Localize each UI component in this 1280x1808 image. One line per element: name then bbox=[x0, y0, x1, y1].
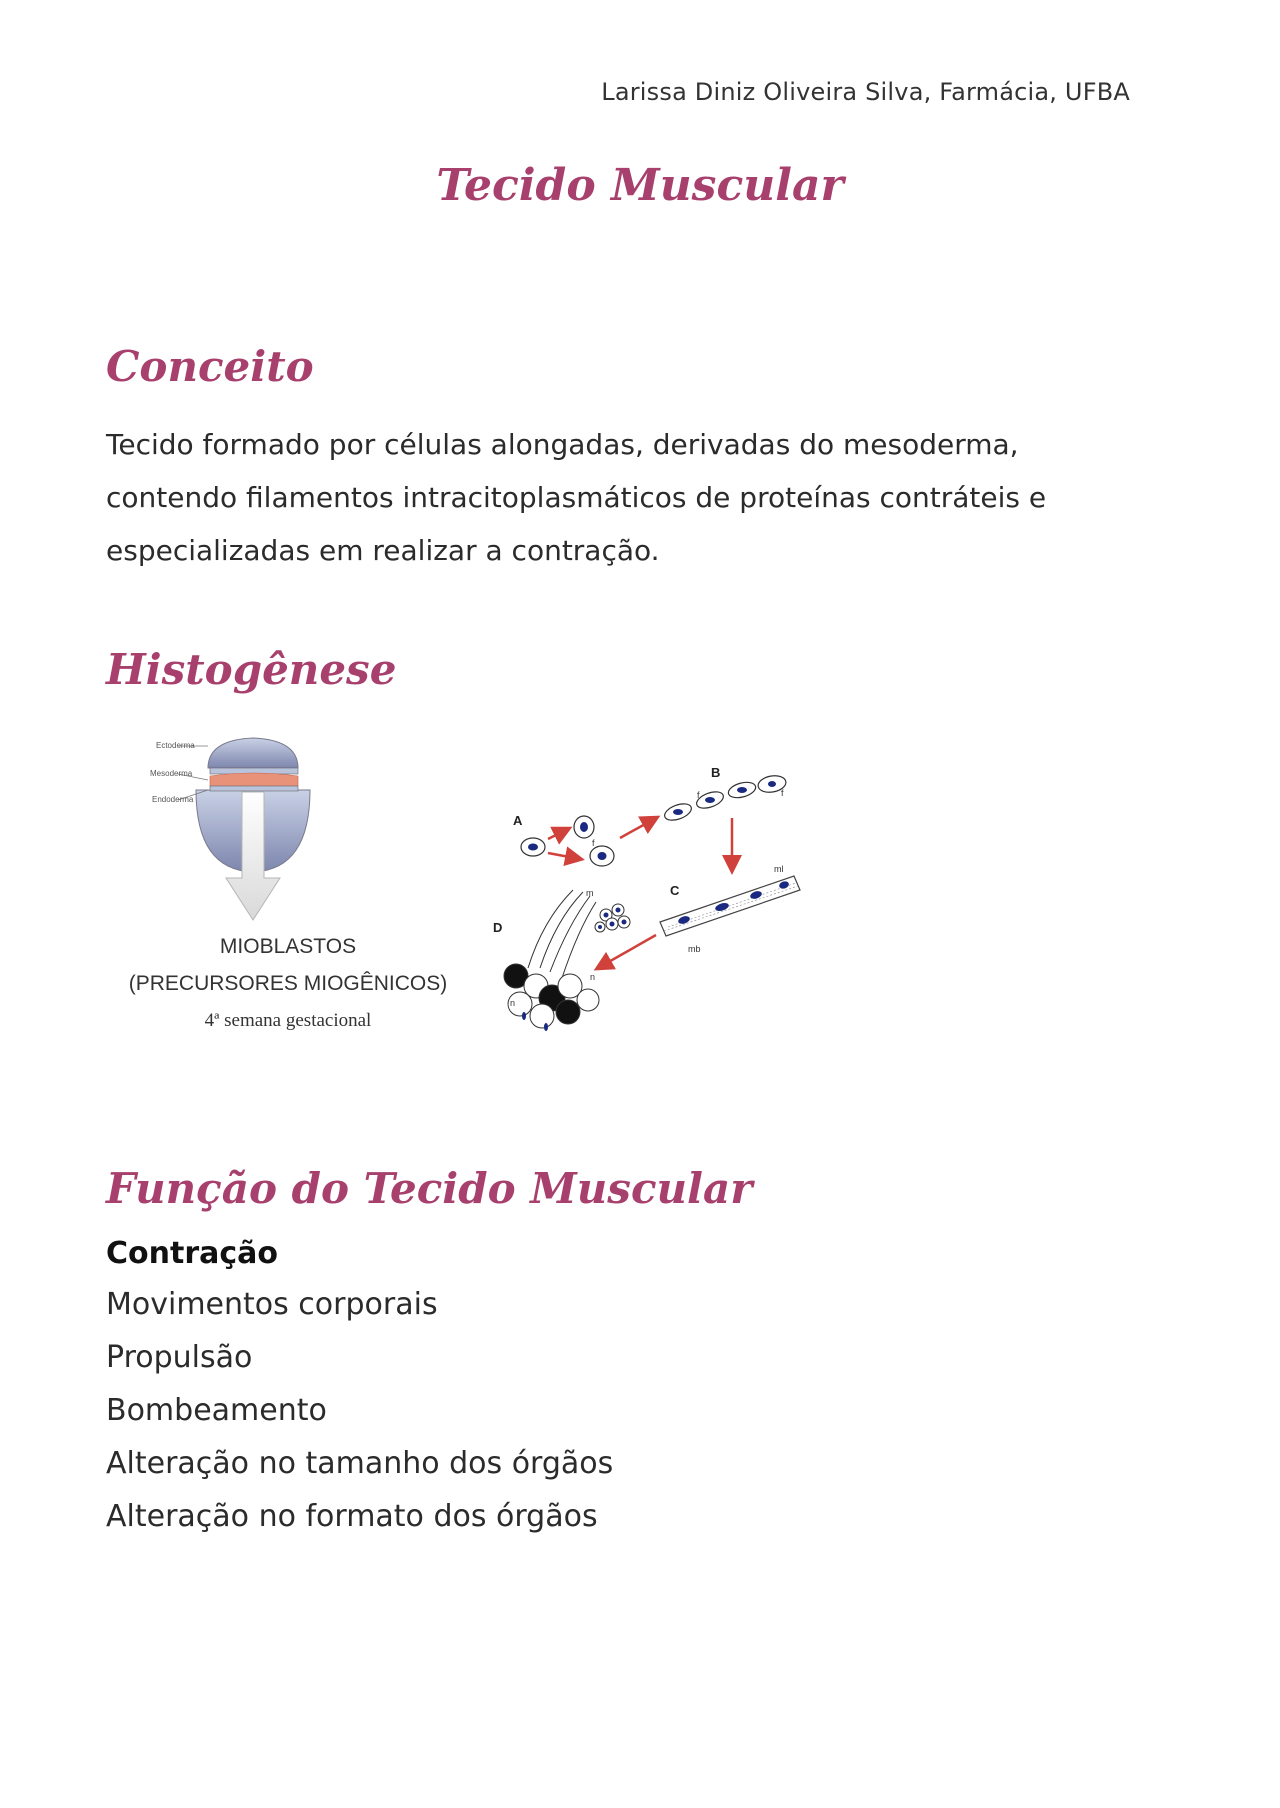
stage-a-cells bbox=[521, 816, 614, 866]
fig-label-f2: f bbox=[697, 790, 700, 800]
fig-letter-c: C bbox=[670, 883, 680, 898]
fig-letter-d: D bbox=[493, 920, 503, 935]
section-title-histogenese: Histogênese bbox=[106, 645, 397, 694]
embryo-upper-shape bbox=[208, 738, 298, 768]
list-item: Propulsão bbox=[106, 1340, 253, 1375]
list-item: Movimentos corporais bbox=[106, 1287, 438, 1322]
semana-label: 4ª semana gestacional bbox=[204, 1010, 372, 1031]
histogenese-figure bbox=[108, 720, 820, 1040]
myogenesis-illustration bbox=[488, 720, 820, 1040]
author-line: Larissa Diniz Oliveira Silva, Farmácia, UFBA bbox=[601, 78, 1130, 106]
fig-letter-b: B bbox=[711, 765, 721, 780]
embryo-diagram bbox=[108, 720, 468, 1040]
stage-d-fibers bbox=[504, 890, 599, 1031]
stage-b-chain bbox=[662, 774, 787, 824]
list-item: Alteração no formato dos órgãos bbox=[106, 1499, 598, 1534]
label-mesoderma: Mesoderma bbox=[150, 769, 193, 778]
fig-label-ml: ml bbox=[774, 864, 784, 874]
fig-label-mb: mb bbox=[688, 944, 701, 954]
precursores-label: (PRECURSORES MIOGÊNICOS) bbox=[128, 972, 448, 995]
page-title: Tecido Muscular bbox=[436, 160, 844, 211]
fig-label-f1: f bbox=[592, 838, 595, 848]
contracao-subtitle: Contração bbox=[106, 1236, 279, 1271]
section-title-conceito: Conceito bbox=[106, 342, 314, 391]
conceito-paragraph: Tecido formado por células alongadas, derivadas do mesoderma, contendo filamentos intracitoplasmáticos de proteínas contráteis e especializadas em realizar a contração. bbox=[106, 428, 1047, 567]
section-title-funcao: Função do Tecido Muscular bbox=[106, 1164, 753, 1213]
label-endoderma: Endoderma bbox=[152, 795, 194, 804]
list-item: Bombeamento bbox=[106, 1393, 327, 1428]
label-ectoderma: Ectoderma bbox=[156, 741, 195, 750]
fig-label-m: m bbox=[586, 888, 594, 898]
embryo-illustration bbox=[108, 720, 468, 935]
stage-c-myotube bbox=[660, 876, 800, 936]
myogenesis-diagram bbox=[488, 720, 820, 1040]
list-item: Alteração no tamanho dos órgãos bbox=[106, 1446, 614, 1481]
fig-label-f3: f bbox=[781, 788, 784, 798]
fig-label-n2: n bbox=[590, 972, 596, 982]
mioblastos-label: MIOBLASTOS bbox=[219, 935, 357, 958]
endoderm-layer bbox=[210, 786, 298, 791]
fig-letter-a: A bbox=[513, 813, 523, 828]
funcao-list bbox=[106, 1278, 613, 1543]
satellite-cluster bbox=[595, 904, 630, 932]
fig-label-n1: n bbox=[510, 998, 516, 1008]
